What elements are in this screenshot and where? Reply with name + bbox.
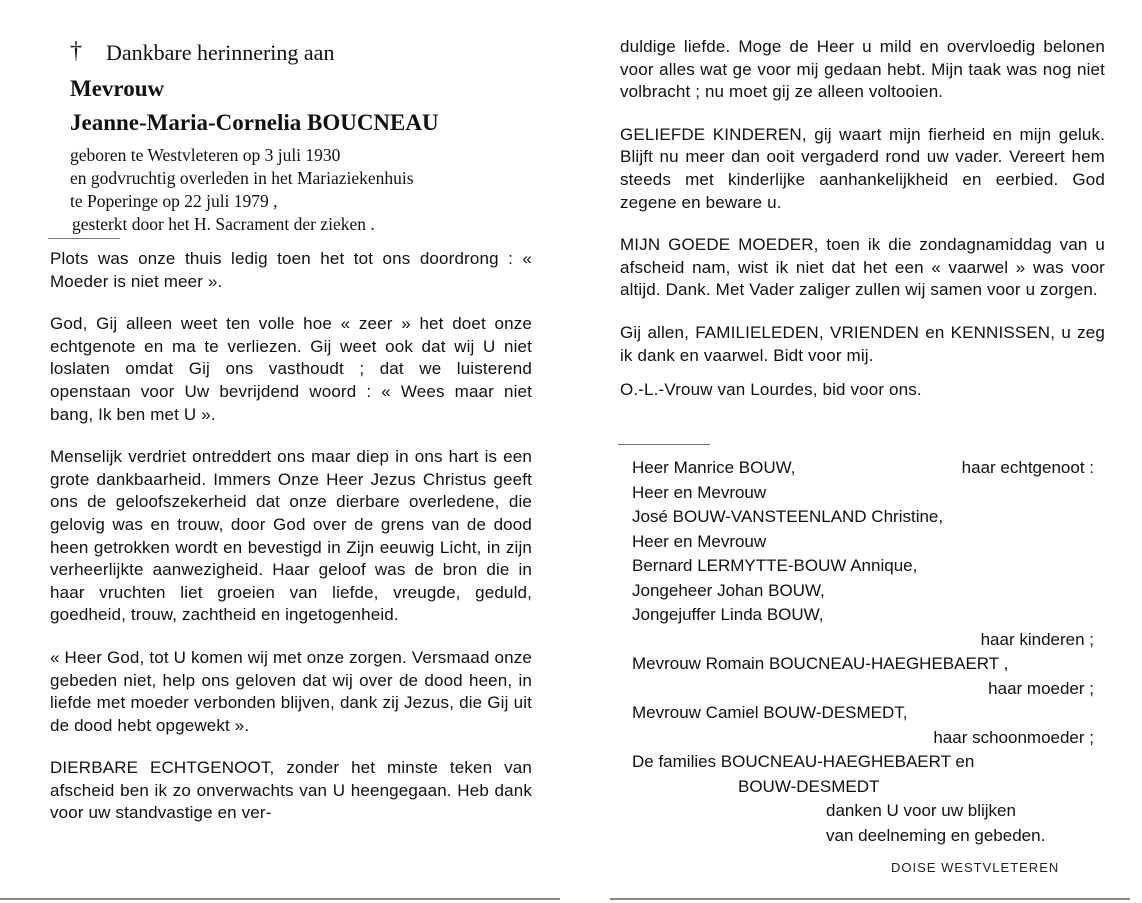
list-item: De families BOUCNEAU-HAEGHEBAERT en [632,752,975,771]
card-edge [0,898,560,900]
list-item [632,677,1102,702]
left-text-column [50,248,532,845]
family-name: Heer Manrice BOUW, [632,458,796,477]
list-item: José BOUW-VANSTEENLAND Christine, [632,507,944,526]
intro-heading: Dankbare herinnering aan [106,40,335,65]
list-item: Jongejuffer Linda BOUW, [632,605,824,624]
detail-line: gesterkt door het H. Sacrament der zieken . [72,214,375,234]
detail-line: te Poperinge op 22 juli 1979 , [70,191,278,211]
closing-line: danken U voor uw blijken [826,801,1016,820]
list-item: Mevrouw Camiel BOUW-DESMEDT, [632,703,908,722]
list-item: Heer en Mevrouw [632,531,767,551]
detail-line: geboren te Westvleteren op 3 juli 1930 [70,145,341,165]
deceased-name: Jeanne-Maria-Cornelia BOUCNEAU [70,110,439,135]
closing-line: van deelneming en gebeden. [826,825,1046,845]
paragraph: « Heer God, tot U komen wij met onze zorgen. Versmaad onze gebeden niet, help ons geloven dat wij over de dood heen, in liefde met moeder verbonden blijven, dank zij Jezus, die Gij uit de dood hebt opgewekt ». [50,647,532,735]
family-thanks [632,456,1102,848]
paragraph: O.-L.-Vrouw van Lourdes, bid voor ons. [620,380,922,400]
list-item: BOUW-DESMEDT [738,776,880,796]
family-role: haar kinderen ; [980,629,1094,649]
list-item: Heer en Mevrouw [632,482,767,502]
list-item: Jongeheer Johan BOUW, [632,580,825,600]
list-item [632,456,1102,481]
list-item [632,726,1102,751]
family-role: haar moeder ; [988,678,1094,698]
family-role: haar echtgenoot : [961,458,1094,477]
paragraph: God, Gij alleen weet ten volle hoe « zeer » het doet onze echtgenote en ma te verliezen. Gij weet ook dat wij U niet loslaten omdat Gij ons vasthoudt ; dat we luisterend openstaan voor Uw bevrijdend woord : « Wees maar niet bang, Ik ben met U ». [50,314,532,424]
paragraph: Menselijk verdriet ontreddert ons maar diep in ons hart is een grote dankbaarheid. Immers Onze Heer Jezus Christus geeft ons de geloofszekerheid dat onze dierbare overledene, die gelovig was en trouw, door God over de grens van de dood heen getrokken wordt en bevestigd in Zijn eeuwig Licht, in zijn verheerlijkte aanwezigheid. Haar geloof was de bron die in haar vruchten liet groeien van liefde, vreugde, geduld, goedheid, trouw, zachtheid en ingetogenheid. [50,447,532,625]
right-text-column [620,36,1105,422]
paragraph: DIERBARE ECHTGENOOT, zonder het minste teken van afscheid ben ik zo onverwachts van U heengegaan. Heb dank voor uw standvastige en ver- [50,758,532,823]
divider-right [618,444,710,445]
list-item: Bernard LERMYTTE-BOUW Annique, [632,556,918,575]
paragraph: MIJN GOEDE MOEDER, toen ik die zondagnamiddag van u afscheid nam, wist ik niet dat het een « vaarwel » was voor altijd. Dank. Met Vader zaliger zullen wij samen voor u zorgen. [620,235,1105,300]
card-edge [610,898,1130,900]
list-item [632,628,1102,653]
paragraph: GELIEFDE KINDEREN, gij waart mijn fierheid en mijn geluk. Blijft nu meer dan ooit vergaderd rond uw vader. Vereert hem steeds met kinderlijke aanhankelijkheid en eerbied. God zegene en beware u. [620,124,1105,212]
paragraph: duldige liefde. Moge de Heer u mild en overvloedig belonen voor alles wat ge voor mij gedaan hebt. Mijn taak was nog niet volbracht ; nu moet gij ze alleen voltooien. [620,37,1105,102]
paragraph: Gij allen, FAMILIELEDEN, VRIENDEN en KENNISSEN, u zeg ik dank en vaarwel. Bidt voor mij. [620,322,1105,365]
printer-imprint: DOISE WESTVLETEREN [891,860,1060,875]
paragraph: Plots was onze thuis ledig toen het tot ons doordrong : « Moeder is niet meer ». [50,249,532,291]
detail-line: en godvruchtig overleden in het Mariaziekenhuis [70,168,414,188]
list-item: Mevrouw Romain BOUCNEAU-HAEGHEBAERT , [632,654,1009,673]
divider-left [48,238,120,239]
cross-icon: † [70,38,82,64]
family-role: haar schoonmoeder ; [933,727,1094,747]
title-mevrouw: Mevrouw [70,76,165,101]
birth-death-details [70,144,540,236]
